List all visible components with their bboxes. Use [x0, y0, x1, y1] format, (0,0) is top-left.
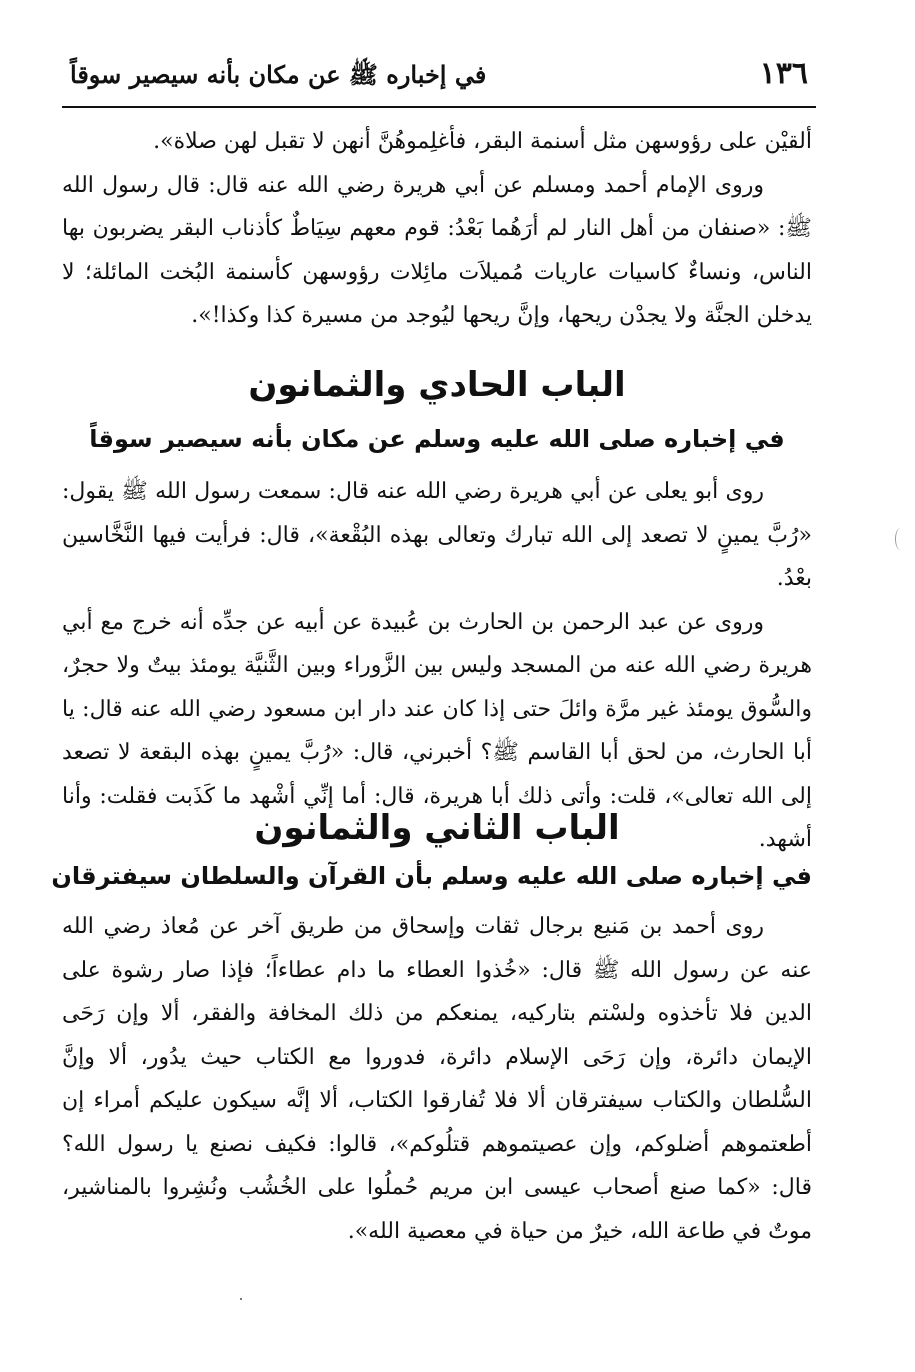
scan-speck	[240, 1298, 242, 1300]
chapter-81-paragraph-1: روى أبو يعلى عن أبي هريرة رضي الله عنه قال: سمعت رسول الله ﷺ يقول: «رُبَّ يمينٍ لا تصعد إلى الله تبارك وتعالى بهذه البُقْعة»، قال: فرأيت فيها النَّخَّاسين بعْدُ.	[62, 479, 812, 591]
page-number: ١٣٦	[759, 56, 808, 91]
chapter-81-paragraph-2: وروى عن عبد الرحمن بن الحارث بن عُبيدة عن أبيه عن جدِّه أنه خرج مع أبي هريرة رضي الله عنه من المسجد وليس بين الزَّوراء وبين الثَّنيَّة يومئذ بيتٌ ولا حجرٌ، والسُّوق يومئذ غير مرَّة وائلَ حتى إذا كان عند دار ابن مسعود رضي الله عنه قال: يا أبا الحارث، من لحق أبا القاسم ﷺ؟ أخبرني، قال: «رُبَّ يمينٍ بهذه البقعة لا تصعد إلى الله تعالى»، قلت: وأتى ذلك أبا هريرة، قال: أما إنِّي أشْهد ما كَذَبت فقلت: وأنا أشهد.	[62, 609, 813, 852]
chapter-82-subtitle: في إخباره صلى الله عليه وسلم بأن القرآن والسلطان سيفترقان	[51, 862, 812, 890]
margin-mark	[895, 528, 906, 550]
chapter-82-text	[62, 905, 812, 1253]
intro-paragraph-1: ألقيْن على رؤوسهن مثل أسنمة البقر، فأغلِموهُنَّ أنهن لا تقبل لهن صلاة».	[153, 129, 812, 154]
intro-paragraph-2: وروى الإمام أحمد ومسلم عن أبي هريرة رضي الله عنه قال: قال رسول الله ﷺ: «صنفان من أهل النار لم أرَهُما بَعْدُ: قوم معهم سِيَاطٌ كأذناب البقر يضربون بها الناس، ونساءٌ كاسيات عاريات مُميلاَت مائِلات رؤوسهن كأسنمة البُخت المائلة؛ لا يدخلن الجنَّة ولا يجدْن ريحها، وإنَّ ريحها ليُوجد من مسيرة كذا وكذا!».	[62, 172, 812, 328]
chapter-82-paragraph-1: روى أحمد بن مَنيع برجال ثقات وإسحاق من طريق آخر عن مُعاذ رضي الله عنه عن رسول الله ﷺ قال: «خُذوا العطاء ما دام عطاءاً؛ فإذا صار رشوة على الدين فلا تأخذوه ولسْتم بتاركيه، يمنعكم من ذلك المخافة والفقر، ألا وإن رَحَى الإيمان دائرة، وإن رَحَى الإسلام دائرة، فدوروا مع الكتاب حيث يدُور، ألا وإنَّ السُّلطان والكتاب سيفترقان ألا فلا تُفارقوا الكتاب، ألا إنَّه سيكون عليكم أمراء إن أطعتموهم أضلوكم، وإن عصيتموهم قتلُوكم»، قالوا: فكيف نصنع يا رسول الله؟ قال: «كما صنع أصحاب عيسى ابن مريم حُملُوا على الخُشُب ونُشِروا بالمناشير، موتٌ في طاعة الله، خيرٌ من حياة في معصية الله».	[62, 914, 812, 1244]
chapter-81-subtitle: في إخباره صلى الله عليه وسلم عن مكان بأنه سيصير سوقاً	[89, 425, 785, 453]
running-title: في إخباره ﷺ عن مكان بأنه سيصير سوقاً	[70, 60, 487, 89]
page-header	[62, 50, 816, 108]
chapter-81-title: الباب الحادي والثمانون	[248, 365, 626, 405]
chapter-81-text	[62, 470, 812, 862]
intro-text	[62, 120, 812, 338]
chapter-82-title: الباب الثاني والثمانون	[254, 808, 620, 848]
